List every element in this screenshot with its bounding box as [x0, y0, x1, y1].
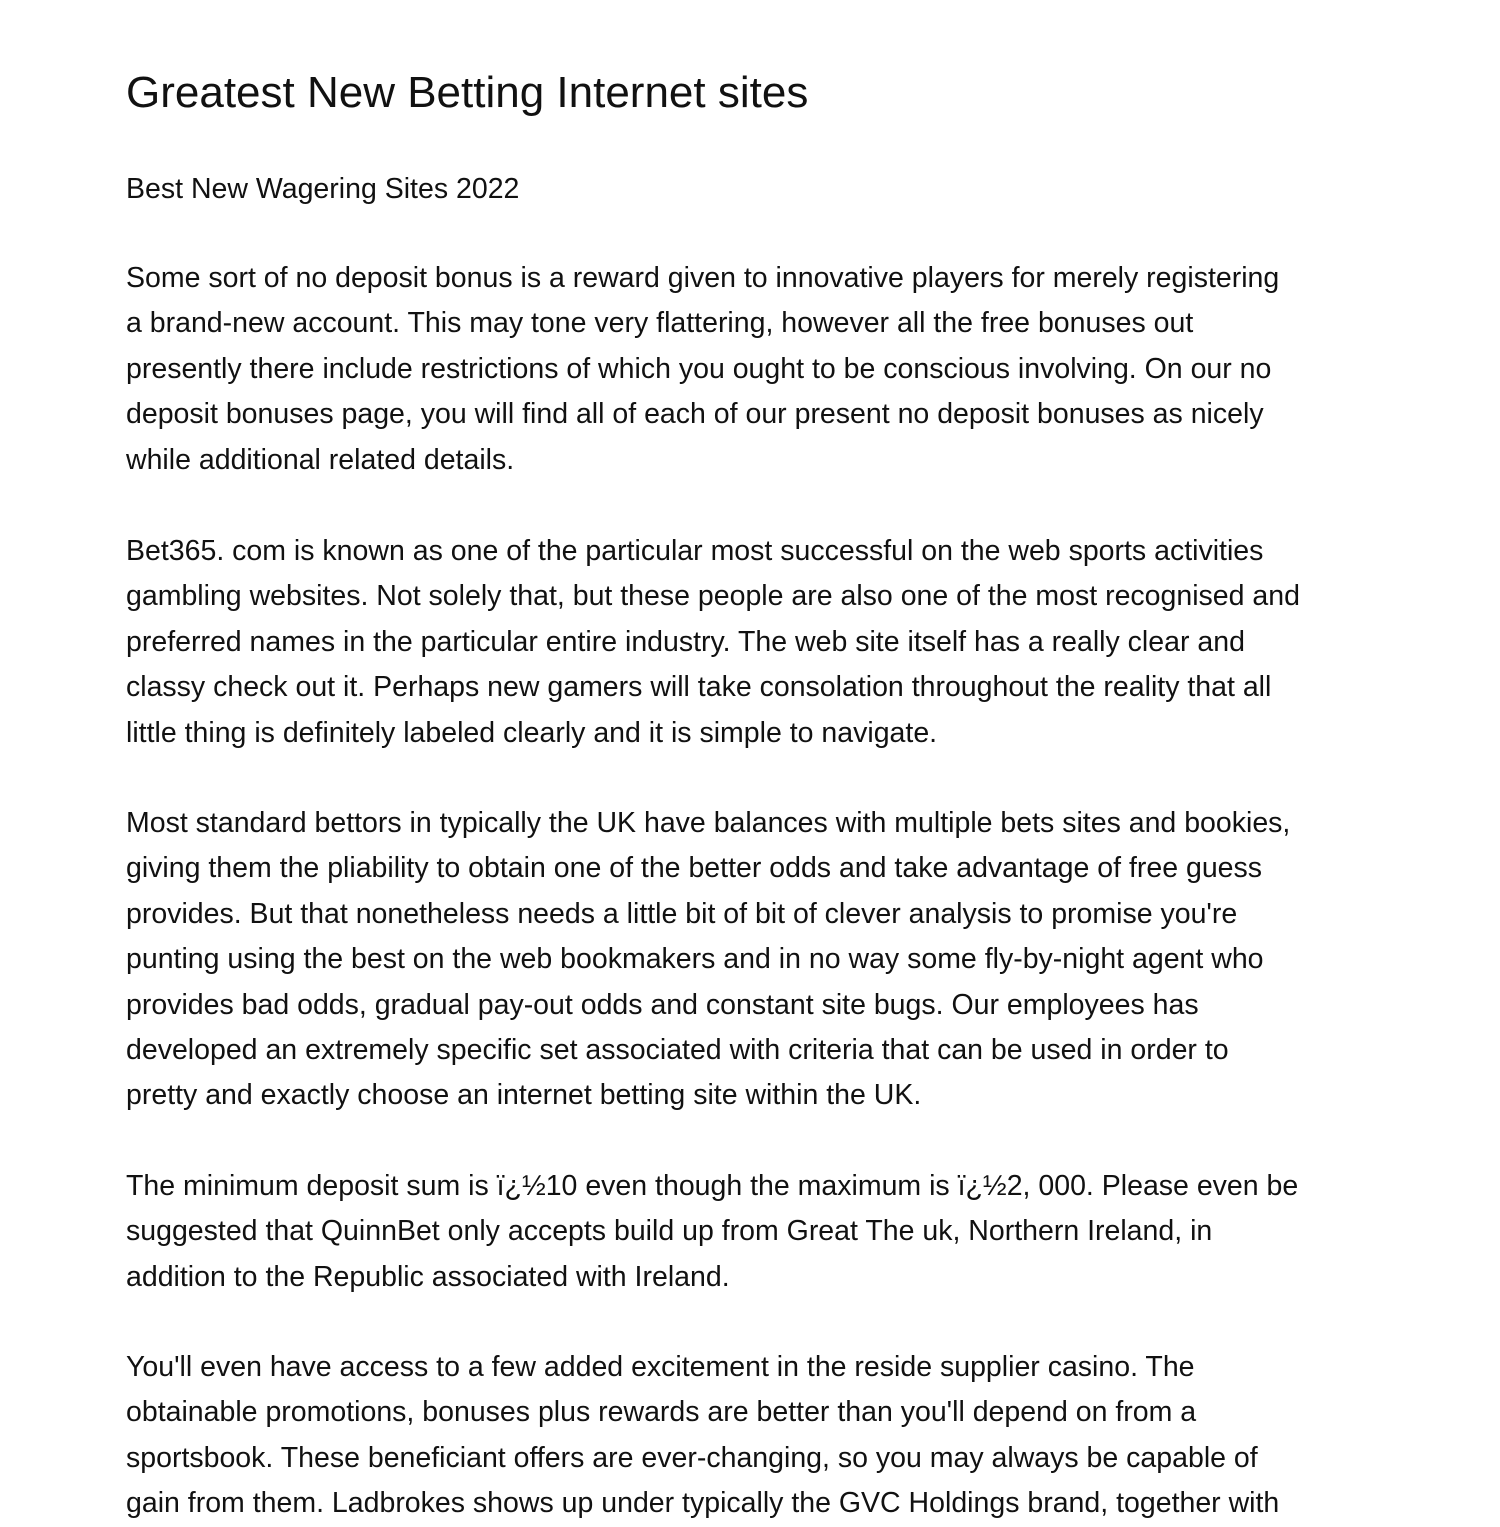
paragraph-line: gambling websites. Not solely that, but these people are also one of the most recognised and	[126, 580, 1300, 613]
paragraph-uk-bettors	[126, 801, 1386, 1119]
paragraph-no-deposit-bonus	[126, 256, 1386, 483]
paragraph-line: developed an extremely specific set associated with criteria that can be used in order to	[126, 1034, 1229, 1067]
paragraph-line: gain from them. Ladbrokes shows up under typically the GVC Holdings brand, together with	[126, 1487, 1280, 1520]
paragraph-line: addition to the Republic associated with Ireland.	[126, 1260, 730, 1293]
paragraph-line: You'll even have access to a few added excitement in the reside supplier casino. The	[126, 1351, 1195, 1383]
document-page	[126, 0, 1386, 1520]
paragraph-line: while additional related details.	[126, 443, 515, 476]
paragraph-bet365	[126, 529, 1386, 756]
paragraph-line: provides. But that nonetheless needs a little bit of bit of clever analysis to promise you're	[126, 897, 1238, 930]
paragraph-line: classy check out it. Perhaps new gamers will take consolation throughout the reality that all	[126, 671, 1272, 704]
paragraph-line: deposit bonuses page, you will find all of each of our present no deposit bonuses as nicely	[126, 398, 1264, 431]
paragraph-quinnbet-deposit	[126, 1164, 1386, 1300]
paragraph-line: provides bad odds, gradual pay-out odds and constant site bugs. Our employees has	[126, 988, 1199, 1021]
paragraph-line: Some sort of no deposit bonus is a reward given to innovative players for merely registering	[126, 262, 1280, 294]
paragraph-live-casino	[126, 1345, 1386, 1527]
paragraph-line: suggested that QuinnBet only accepts build up from Great The uk, Northern Ireland, in	[126, 1215, 1213, 1248]
document-title: Greatest New Betting Internet sites	[126, 68, 809, 117]
paragraph-line: presently there include restrictions of which you ought to be conscious involving. On our no	[126, 352, 1272, 385]
paragraph-line: little thing is definitely labeled clearly and it is simple to navigate.	[126, 716, 938, 749]
paragraph-line: preferred names in the particular entire industry. The web site itself has a really clear and	[126, 625, 1245, 658]
paragraph-line: punting using the best on the web bookmakers and in no way some fly-by-night agent who	[126, 943, 1264, 976]
paragraph-line: pretty and exactly choose an internet betting site within the UK.	[126, 1079, 922, 1112]
paragraph-line: sportsbook. These beneficiant offers are ever-changing, so you may always be capable of	[126, 1441, 1258, 1474]
paragraph-line: Bet365. com is known as one of the particular most successful on the web sports activities	[126, 535, 1264, 567]
paragraph-line: Most standard bettors in typically the UK have balances with multiple bets sites and bookies,	[126, 807, 1291, 839]
paragraph-line: The minimum deposit sum is ï¿½10 even though the maximum is ï¿½2, 000. Please even be	[126, 1170, 1299, 1202]
document-subtitle: Best New Wagering Sites 2022	[126, 173, 520, 205]
paragraph-line: giving them the pliability to obtain one of the better odds and take advantage of free guess	[126, 852, 1263, 885]
paragraph-line: a brand-new account. This may tone very flattering, however all the free bonuses out	[126, 307, 1194, 340]
paragraph-line: obtainable promotions, bonuses plus rewards are better than you'll depend on from a	[126, 1396, 1197, 1429]
